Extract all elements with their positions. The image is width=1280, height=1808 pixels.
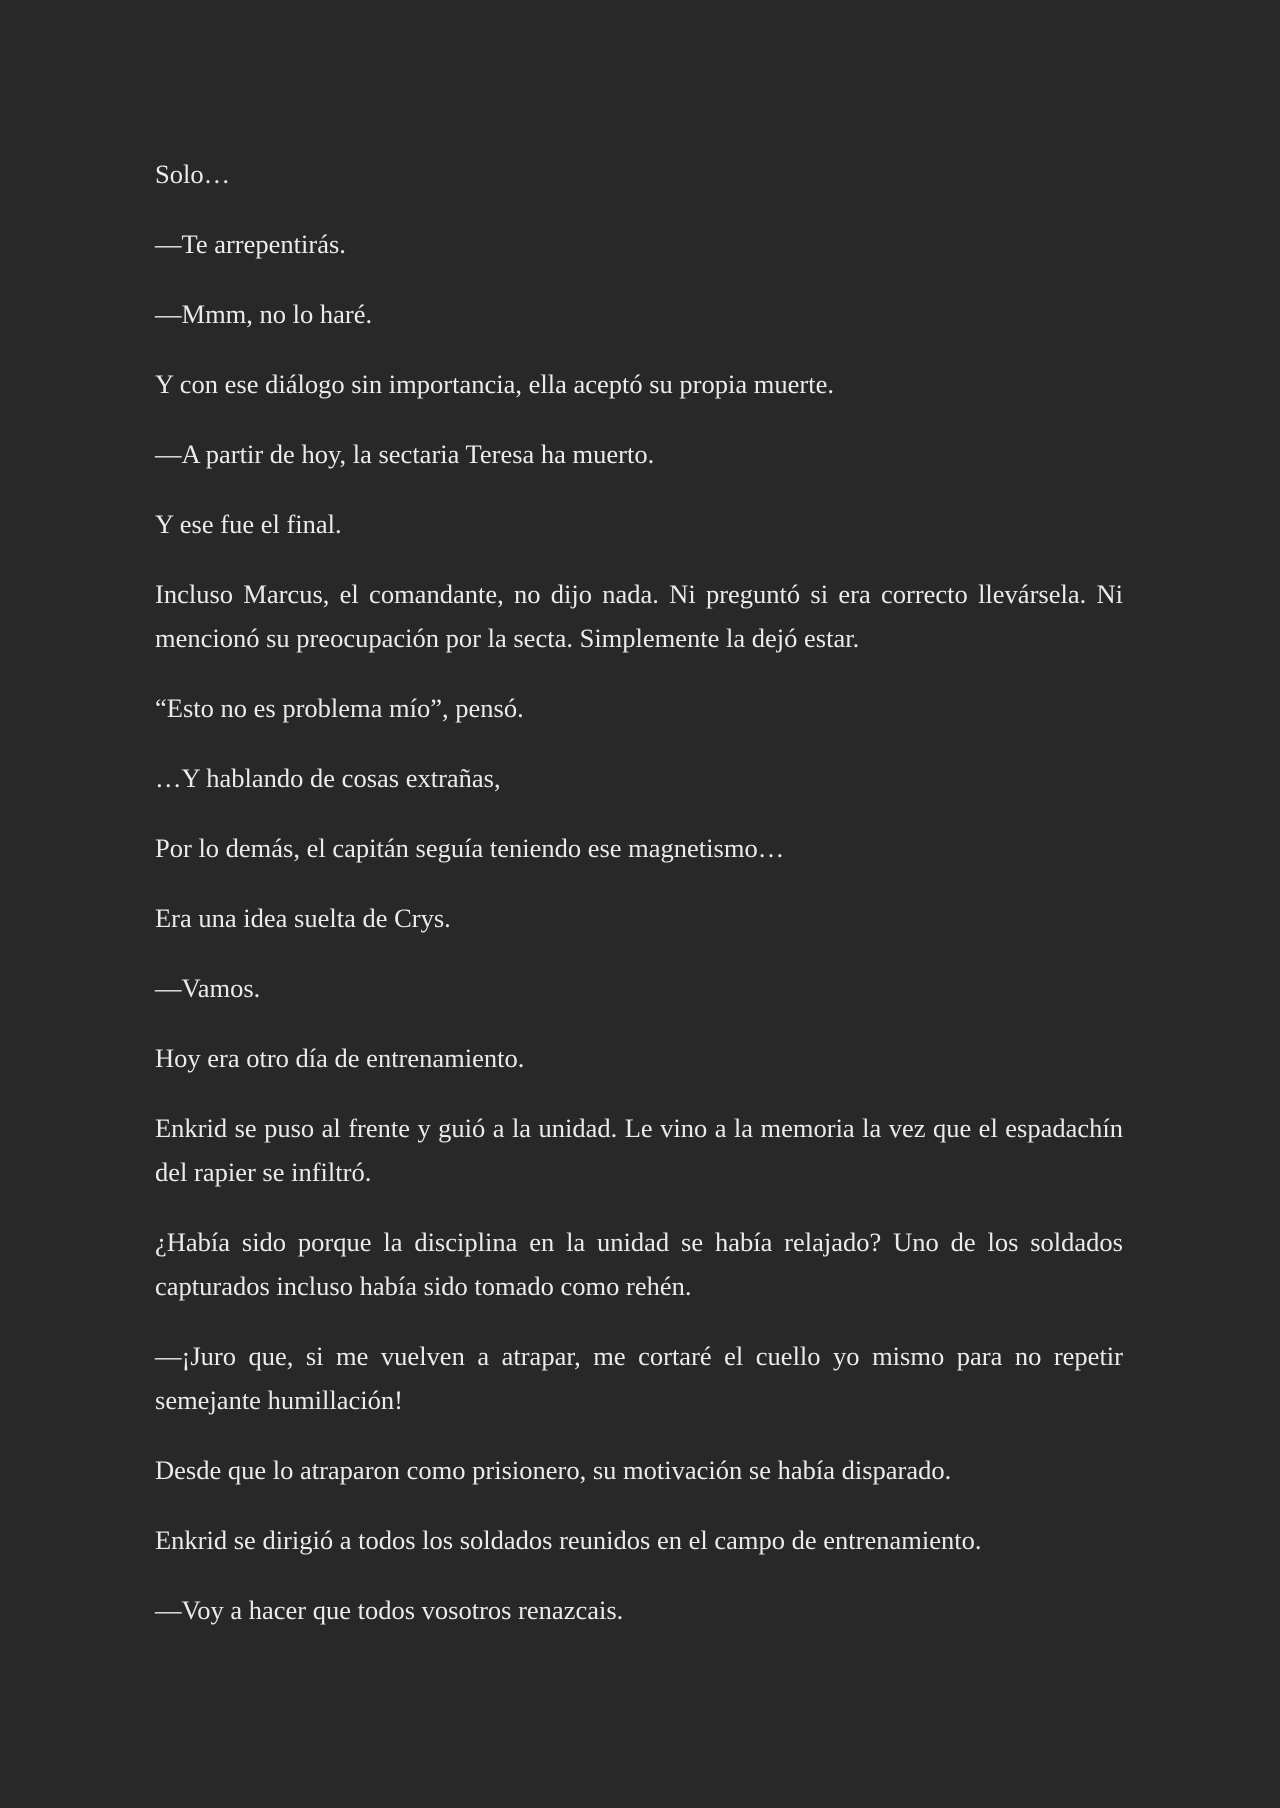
paragraph: Enkrid se puso al frente y guió a la unidad. Le vino a la memoria la vez que el espadachín del rapier se infiltró. (155, 1113, 1123, 1187)
paragraph: “Esto no es problema mío”, pensó. (155, 693, 524, 723)
paragraph: —Mmm, no lo haré. (155, 299, 373, 329)
paragraph: —A partir de hoy, la sectaria Teresa ha muerto. (155, 439, 655, 469)
paragraph: Incluso Marcus, el comandante, no dijo nada. Ni preguntó si era correcto llevársela. Ni mencionó su preocupación por la secta. Simplemente la dejó estar. (155, 579, 1123, 653)
chapter-text (155, 152, 1123, 1658)
paragraph: —Te arrepentirás. (155, 229, 346, 259)
paragraph: —¡Juro que, si me vuelven a atrapar, me cortaré el cuello yo mismo para no repetir semejante humillación! (155, 1341, 1123, 1415)
paragraph: Solo… (155, 159, 231, 189)
paragraph: …Y hablando de cosas extrañas, (155, 763, 501, 793)
paragraph: ¿Había sido porque la disciplina en la unidad se había relajado? Uno de los soldados capturados incluso había sido tomado como rehén. (155, 1227, 1123, 1301)
paragraph: Era una idea suelta de Crys. (155, 903, 451, 933)
paragraph: Hoy era otro día de entrenamiento. (155, 1043, 525, 1073)
paragraph: —Voy a hacer que todos vosotros renazcais. (155, 1595, 624, 1625)
paragraph: —Vamos. (155, 973, 261, 1003)
paragraph: Y ese fue el final. (155, 509, 342, 539)
paragraph: Por lo demás, el capitán seguía teniendo ese magnetismo… (155, 833, 785, 863)
paragraph: Y con ese diálogo sin importancia, ella aceptó su propia muerte. (155, 369, 834, 399)
paragraph: Enkrid se dirigió a todos los soldados reunidos en el campo de entrenamiento. (155, 1525, 982, 1555)
paragraph: Desde que lo atraparon como prisionero, su motivación se había disparado. (155, 1455, 952, 1485)
